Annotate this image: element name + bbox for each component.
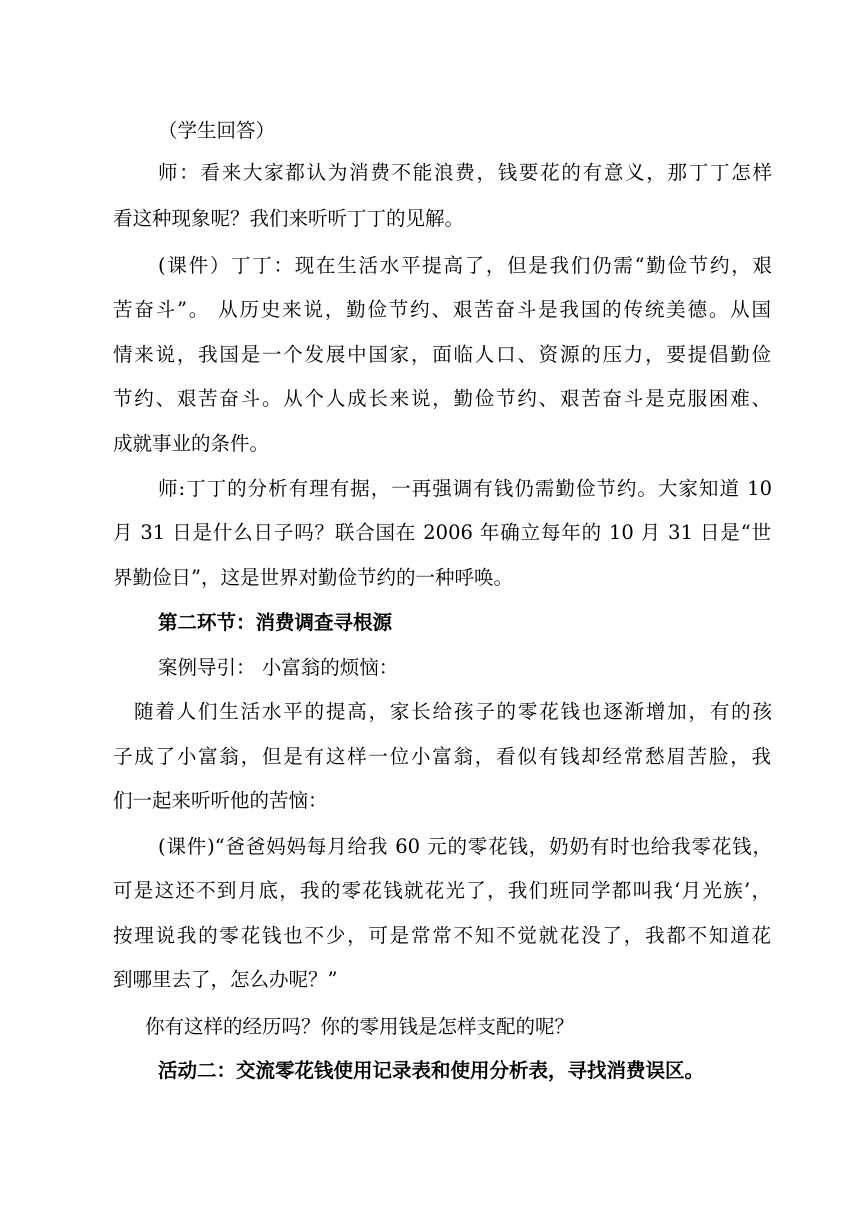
paragraph-line: 按理说我的零花钱也不少，可是常常不知不觉就花没了，我都不知道花: [113, 924, 771, 947]
paragraph-line: 到哪里去了，怎么办呢？”: [113, 968, 338, 991]
paragraph-line: 界勤俭日”，这是世界对勤俭节约的一种呼唤。: [113, 566, 513, 589]
paragraph-line: 可是这还不到月底，我的零花钱就花光了，我们班同学都叫我‘月光族’，: [113, 879, 771, 902]
paragraph-line: （学生回答）: [158, 119, 276, 142]
paragraph-line: 苦奋斗”。 从历史来说，勤俭节约、艰苦奋斗是我国的传统美德。从国: [113, 298, 771, 321]
paragraph-line: 们一起来听听他的苦恼：: [113, 789, 328, 812]
paragraph-line: 随着人们生活水平的提高，家长给孩子的零花钱也逐渐增加，有的孩: [134, 700, 772, 723]
paragraph-line: 情来说，我国是一个发展中国家，面临人口、资源的压力，要提倡勤俭: [113, 343, 771, 366]
paragraph-line: 你有这样的经历吗？你的零用钱是怎样支配的呢？: [145, 1015, 575, 1038]
paragraph-line: 成就事业的条件。: [113, 432, 270, 455]
paragraph-line: (课件)“爸爸妈妈每月给我 60 元的零花钱，奶奶有时也给我零花钱，: [158, 835, 772, 858]
paragraph-line: 师：看来大家都认为消费不能浪费，钱要花的有意义，那丁丁怎样: [158, 161, 772, 184]
paragraph-line: 节约、艰苦奋斗。从个人成长来说，勤俭节约、艰苦奋斗是克服困难、: [113, 387, 771, 410]
paragraph-line: 师:丁丁的分析有理有据，一再强调有钱仍需勤俭节约。大家知道 10: [158, 477, 772, 500]
paragraph-line: 子成了小富翁，但是有这样一位小富翁，看似有钱却经常愁眉苦脸，我: [113, 745, 771, 768]
paragraph-line: 案例导引： 小富翁的烦恼：: [158, 656, 399, 679]
activity-heading: 活动二：交流零花钱使用记录表和使用分析表，寻找消费误区。: [158, 1059, 705, 1082]
section-heading: 第二环节：消费调查寻根源: [158, 611, 393, 634]
paragraph-line: 看这种现象呢？我们来听听丁丁的见解。: [113, 207, 465, 230]
paragraph-line: (课件）丁丁：现在生活水平提高了，但是我们仍需“勤俭节约，艰: [158, 254, 772, 277]
paragraph-line: 月 31 日是什么日子吗？联合国在 2006 年确立每年的 10 月 31 日是“世: [113, 521, 771, 544]
